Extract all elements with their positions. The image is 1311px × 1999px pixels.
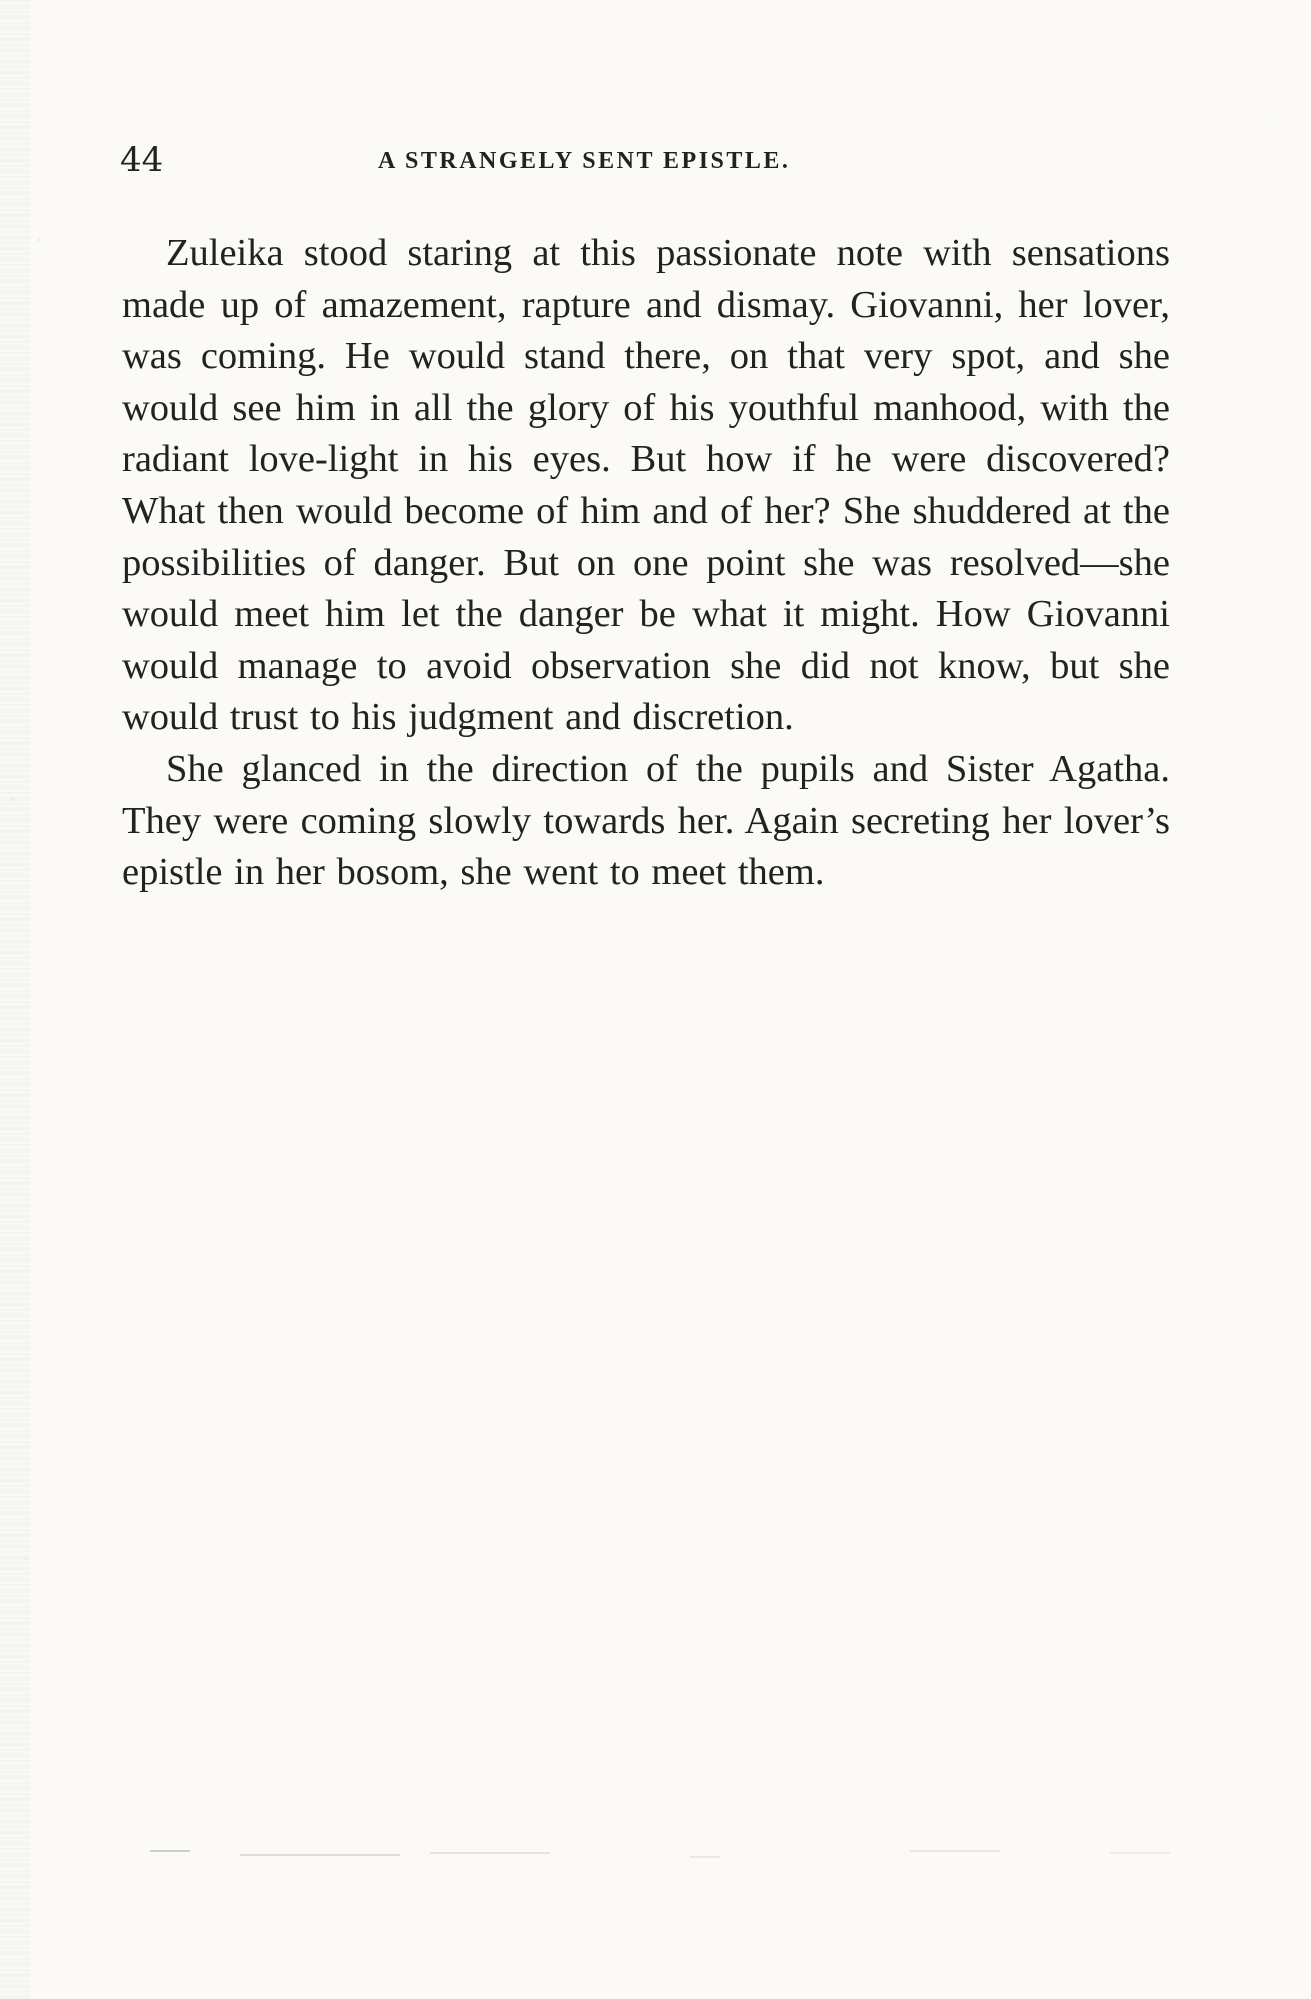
paragraph-1: Zuleika stood staring at this passionate note with sensations made up of amazement, rapture and dismay. Giovanni, her lover, was coming. He would stand there, on that very spot, and she would see him in all the glory of his youthful manhood, with the radiant love-light in his eyes. But how if he were discovered? What then would become of him and of her? She shuddered at the possibilities of danger. But on one point she was resolved—she would meet him let the danger be what it might. How Giovanni would manage to avoid observation she did not know, but she would trust to his judgment and discretion. <box>122 232 1170 739</box>
running-title: A STRANGELY SENT EPISTLE. <box>378 148 791 174</box>
print-smudge <box>130 1840 1280 1870</box>
page-edge-shadow <box>0 0 30 1999</box>
page-header <box>120 135 1165 185</box>
body-text <box>122 228 1170 899</box>
paragraph-2: She glanced in the direction of the pupils and Sister Agatha. They were coming slowly towards her. Again secreting her lover’s epistle in her bosom, she went to meet them. <box>122 747 1170 894</box>
page-number: 44 <box>120 140 164 180</box>
